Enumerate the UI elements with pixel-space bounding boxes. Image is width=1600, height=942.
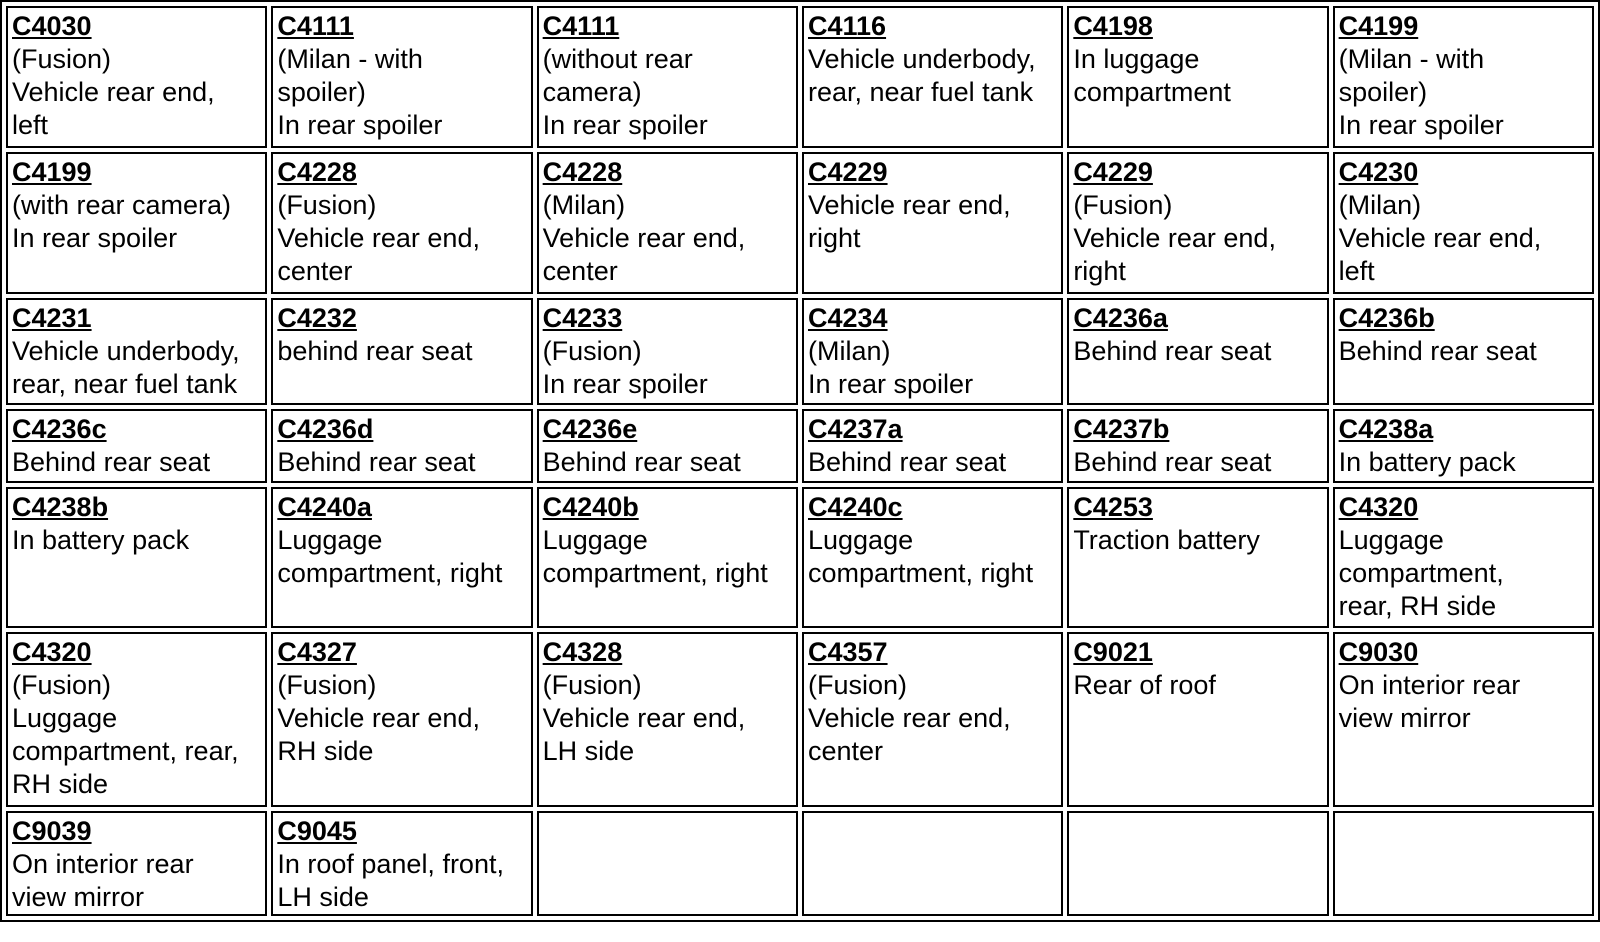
connector-location: (Milan - with spoiler) In rear spoiler <box>1338 44 1504 140</box>
connector-location: (with rear camera) In rear spoiler <box>12 190 232 253</box>
connector-code-link[interactable]: C4228 <box>277 157 357 187</box>
table-row <box>6 487 1594 628</box>
connector-code-link[interactable]: C4111 <box>277 11 354 41</box>
connector-location: (Milan - with spoiler) In rear spoiler <box>277 44 443 140</box>
connector-cell <box>6 6 267 148</box>
connector-cell <box>1067 152 1328 294</box>
connector-cell <box>1067 298 1328 405</box>
connector-cell <box>1333 409 1594 483</box>
connector-cell <box>1333 298 1594 405</box>
connector-location: Traction battery <box>1073 525 1260 555</box>
connector-location: Behind rear seat <box>807 447 1007 477</box>
connector-location: Behind rear seat <box>1073 447 1272 477</box>
connector-cell <box>802 487 1063 628</box>
table-row <box>6 632 1594 807</box>
connector-cell <box>271 811 532 916</box>
connector-code-link[interactable]: C9021 <box>1073 637 1153 667</box>
connector-code-link[interactable]: C9030 <box>1338 637 1419 667</box>
connector-code-link[interactable]: C4238b <box>12 492 109 522</box>
connector-code-link[interactable]: C4229 <box>807 157 888 187</box>
connector-code-link[interactable]: C4320 <box>12 637 92 667</box>
connector-location: Luggage compartment, rear, RH side <box>1338 525 1504 621</box>
connector-location: On interior rear view mirror <box>1338 670 1521 733</box>
connector-cell <box>1333 632 1594 807</box>
connector-cell <box>802 409 1063 483</box>
connector-cell <box>802 632 1063 807</box>
table-row <box>6 409 1594 483</box>
connector-cell <box>271 6 532 148</box>
connector-cell <box>271 487 532 628</box>
connector-code-link[interactable]: C4111 <box>542 11 620 41</box>
connector-cell <box>271 152 532 294</box>
connector-location: Behind rear seat <box>542 447 741 477</box>
connector-code-link[interactable]: C4231 <box>12 303 92 333</box>
connector-cell <box>1067 409 1328 483</box>
connector-code-link[interactable]: C4199 <box>1338 11 1419 41</box>
connector-code-link[interactable]: C4237a <box>807 414 903 444</box>
connector-code-link[interactable]: C4236e <box>542 414 638 444</box>
connector-code-link[interactable]: C4228 <box>542 157 623 187</box>
connector-cell <box>537 409 798 483</box>
connector-code-link[interactable]: C4320 <box>1338 492 1419 522</box>
connector-code-link[interactable]: C4238a <box>1338 414 1434 444</box>
connector-location: (Fusion) Vehicle rear end, right <box>1073 190 1276 286</box>
connector-code-link[interactable]: C4240b <box>542 492 639 522</box>
connector-cell <box>537 487 798 628</box>
connector-cell <box>271 298 532 405</box>
connector-cell <box>1333 487 1594 628</box>
connector-location: Luggage compartment, right <box>542 525 768 588</box>
connector-cell <box>271 409 532 483</box>
connector-cell <box>802 298 1063 405</box>
connector-location: (Fusion) Vehicle rear end, center <box>807 670 1011 766</box>
connector-code-link[interactable]: C4236b <box>1338 303 1435 333</box>
connector-location: Behind rear seat <box>1338 336 1537 366</box>
connector-cell <box>6 152 267 294</box>
connector-location: Rear of roof <box>1073 670 1216 700</box>
connector-location: Behind rear seat <box>1073 336 1272 366</box>
connector-location: Behind rear seat <box>277 447 476 477</box>
connector-cell <box>537 152 798 294</box>
connector-code-link[interactable]: C4237b <box>1073 414 1170 444</box>
table-row <box>6 152 1594 294</box>
connector-cell <box>1067 6 1328 148</box>
connector-location: (Fusion) In rear spoiler <box>542 336 708 399</box>
connector-cell <box>6 632 267 807</box>
connector-location: (Milan) Vehicle rear end, center <box>542 190 746 286</box>
connector-location: Vehicle underbody, rear, near fuel tank <box>807 44 1036 107</box>
connector-code-link[interactable]: C4328 <box>542 637 623 667</box>
connector-code-link[interactable]: C4198 <box>1073 11 1153 41</box>
connector-cell <box>1067 632 1328 807</box>
connector-cell <box>537 6 798 148</box>
connector-code-link[interactable]: C4253 <box>1073 492 1153 522</box>
connector-code-link[interactable]: C4230 <box>1338 157 1419 187</box>
connector-location: Behind rear seat <box>12 447 211 477</box>
connector-code-link[interactable]: C9039 <box>12 816 92 846</box>
connector-location: In battery pack <box>1338 447 1516 477</box>
connector-location: (Fusion) Vehicle rear end, LH side <box>542 670 746 766</box>
connector-cell <box>271 632 532 807</box>
connector-cell <box>1067 487 1328 628</box>
connector-location: (Fusion) Vehicle rear end, left <box>12 44 215 140</box>
empty-cell <box>802 811 1063 916</box>
connector-cell <box>537 298 798 405</box>
connector-location: Vehicle rear end, right <box>807 190 1011 253</box>
empty-cell <box>537 811 798 916</box>
connector-code-link[interactable]: C9045 <box>277 816 357 846</box>
empty-cell <box>1067 811 1328 916</box>
connector-code-link[interactable]: C4236a <box>1073 303 1168 333</box>
connector-code-link[interactable]: C4234 <box>807 303 888 333</box>
connector-code-link[interactable]: C4232 <box>277 303 357 333</box>
connector-code-link[interactable]: C4236c <box>12 414 107 444</box>
connector-location: In battery pack <box>12 525 190 555</box>
connector-code-link[interactable]: C4357 <box>807 637 888 667</box>
connector-code-link[interactable]: C4233 <box>542 303 623 333</box>
connector-cell <box>6 487 267 628</box>
connector-cell <box>6 409 267 483</box>
connector-code-link[interactable]: C4030 <box>12 11 92 41</box>
connector-code-link[interactable]: C4199 <box>12 157 92 187</box>
connector-cell <box>1333 6 1594 148</box>
connector-code-link[interactable]: C4236d <box>277 414 374 444</box>
table-row <box>6 811 1594 916</box>
table-row <box>6 6 1594 148</box>
connector-code-link[interactable]: C4229 <box>1073 157 1153 187</box>
connector-location: (Milan) In rear spoiler <box>807 336 974 399</box>
connector-cell <box>537 632 798 807</box>
empty-cell <box>1333 811 1594 916</box>
connector-location: (Milan) Vehicle rear end, left <box>1338 190 1542 286</box>
connector-location: (Fusion) Luggage compartment, rear, RH side <box>12 670 239 799</box>
connector-location: Luggage compartment, right <box>807 525 1034 588</box>
connector-cell <box>802 152 1063 294</box>
connector-code-link[interactable]: C4327 <box>277 637 357 667</box>
connector-code-link[interactable]: C4116 <box>807 11 887 41</box>
connector-code-link[interactable]: C4240a <box>277 492 372 522</box>
connector-location: (Fusion) Vehicle rear end, center <box>277 190 480 286</box>
connector-location: In roof panel, front, LH side <box>277 849 504 912</box>
connector-location: (without rear camera) In rear spoiler <box>542 44 708 140</box>
table-row <box>6 298 1594 405</box>
connector-cell <box>1333 152 1594 294</box>
connector-location: Luggage compartment, right <box>277 525 503 588</box>
connector-code-link[interactable]: C4240c <box>807 492 903 522</box>
connector-cell <box>6 298 267 405</box>
connector-location: Vehicle underbody, rear, near fuel tank <box>12 336 240 399</box>
connector-location: In luggage compartment <box>1073 44 1231 107</box>
connector-cell <box>6 811 267 916</box>
connector-location: (Fusion) Vehicle rear end, RH side <box>277 670 480 766</box>
connector-location: On interior rear view mirror <box>12 849 194 912</box>
connector-cell <box>802 6 1063 148</box>
connector-location: behind rear seat <box>277 336 473 366</box>
